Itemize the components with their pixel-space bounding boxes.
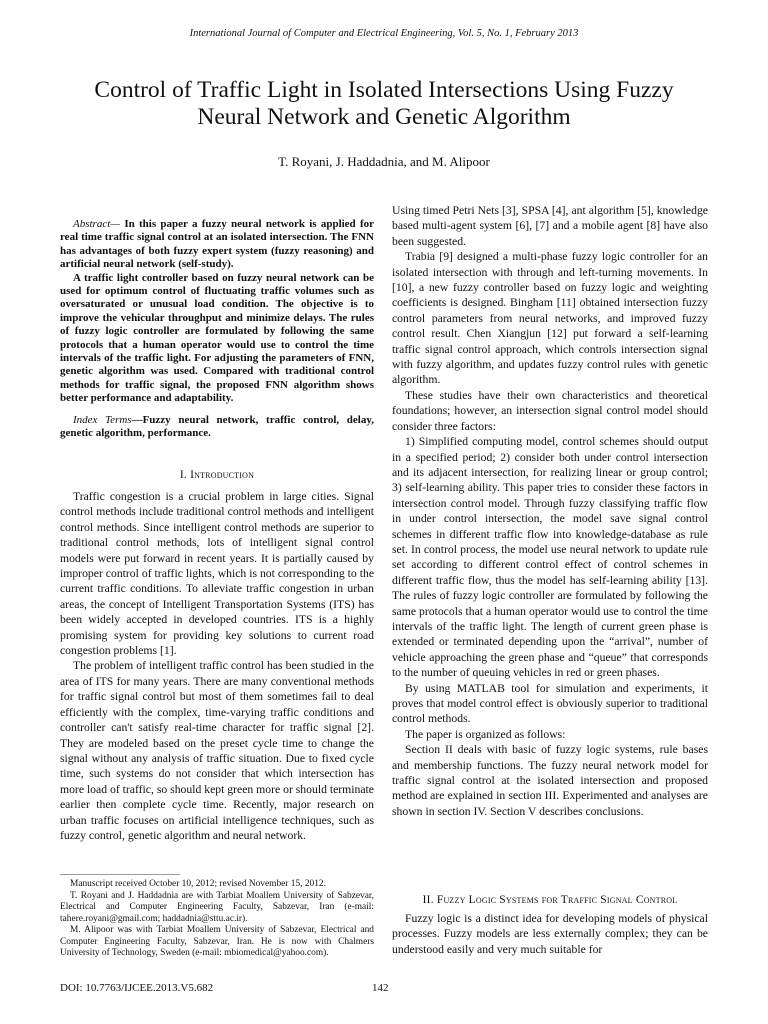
section-heading-fuzzy-logic: II. Fuzzy Logic Systems for Traffic Signal Control xyxy=(422,894,678,906)
body-paragraph: These studies have their own characteristics and theoretical foundations; however, an intersection signal control model should consider three factors: xyxy=(392,388,708,433)
introduction-body xyxy=(60,489,374,843)
body-paragraph: The paper is organized as follows: xyxy=(405,727,566,741)
footnote: Manuscript received October 10, 2012; revised November 15, 2012. xyxy=(70,879,326,889)
page-number: 142 xyxy=(372,982,389,994)
index-terms-lead: Index Terms xyxy=(73,414,132,426)
body-paragraph: By using MATLAB tool for simulation and experiments, it proves that model control effect is obviously superior to traditional control methods. xyxy=(392,681,708,726)
index-terms-text: —Fuzzy neural network, traffic control, delay, genetic algorithm, performance. xyxy=(60,414,374,440)
body-paragraph: The problem of intelligent traffic control has been studied in the area of ITS for many years. There are many conventional methods for traffic signal control but most of them sometimes fail to deal efficiently with the complex, time-varying traffic conditions and controller can't satisfy real-time character for traffic signal [2]. They are modeled based on the preset cycle time to change the signal without any analysis of traffic situation. Due to fixed cycle time, such systems do not consider that which intersection has more load of traffic, so should kept green more or should terminate earlier then complete cycle time. Recently, major research on urban traffic focuses on artificial intelligence techniques, such as fuzzy control, genetic algorithm and neural network. xyxy=(60,659,374,842)
section2-body xyxy=(392,911,708,957)
footnote-divider xyxy=(60,874,180,875)
running-head: International Journal of Computer and Electrical Engineering, Vol. 5, No. 1, February 2013 xyxy=(189,28,579,39)
abstract-paragraph xyxy=(60,218,374,272)
section-heading-introduction: I. Introduction xyxy=(179,469,255,481)
index-terms-paragraph xyxy=(60,414,374,441)
footnote: T. Royani and J. Haddadnia are with Tarbiat Moallem University of Sabzevar, Electrical and Computer Engineering Faculty, Sabzevar, Iran (e-mail: tahere.royani@gmail.com; haddadnia@sttu.ac.ir). xyxy=(60,890,374,924)
abstract-paragraph: A traffic light controller based on fuzzy neural network can be used for optimum control of fluctuating traffic volumes such as oversaturated or unusual load condition. The objective is to improve the vehicular throughput and minimize delays. The rules of fuzzy logic controller are formulated by following the same protocols that a human operator would use to control the time intervals of the traffic light. For adjusting the parameters of FNN, genetic algorithm was used. Compared with traditional control methods for traffic signal, the proposed FNN algorithm shows better performance and adaptability. xyxy=(60,271,374,405)
body-paragraph: Fuzzy logic is a distinct idea for developing models of physical processes. Fuzzy models are less externally complex; they can be understood easily and very much suitable for xyxy=(392,912,708,956)
body-paragraph: 1) Simplified computing model, control schemes should output in a specified period; 2) consider both under control intersection and its adjacent intersection, for realizing linear or group control; 3) self-learning ability. This paper tries to consider these factors in intersection control model. Through fuzzy classifying traffic flow in under control intersection, the model save signal control schemes in different traffic flow into knowledge-database as rule set. In control process, the model use neural network to update rule set according to different control effect of control schemes in different traffic flow, thus the model has self-learning ability [13]. The rules of fuzzy logic controller are formulated by following the same protocols that a human operator would use to control the time intervals of the traffic light. The length of current green phase is extended or terminated depending upon the “arrival”, number of vehicle approaching the green phase and “queue” that corresponds to the number of queuing vehicles in red or green phases. xyxy=(392,435,708,680)
doi-footer: DOI: 10.7763/IJCEE.2013.V5.682 xyxy=(60,982,214,994)
abstract xyxy=(60,218,374,406)
footnote: M. Alipoor was with Tarbiat Moallem University of Sabzevar, Electrical and Computer Engineering Faculty, Sabzevar, Iran. He is now with Chalmers University of Technology, Sweden (e-mail: mbiomedical@yahoo.com). xyxy=(60,925,374,958)
body-paragraph: Section II deals with basic of fuzzy logic systems, rule bases and membership functions. The fuzzy neural network model for traffic signal control at the isolated intersection and proposed method are explained in section III. Experimented and analyses are shown in section IV. Section V describes conclusions. xyxy=(392,743,708,818)
abstract-text: In this paper a fuzzy neural network is applied for real time traffic signal control at an isolated intersection. The FNN has advantages of both fuzzy expert system (fuzzy reasoning) and artificial neural network (self-study). xyxy=(60,218,374,271)
body-paragraph: Trabia [9] designed a multi-phase fuzzy logic controller for an isolated intersection with through and left-turning movements. In [10], a new fuzzy controller based on fuzzy logic and weighting coefficients is designed. Bingham [11] obtained intersection fuzzy control parameters from neural networks, and improved fuzzy control result. Chen Xiangjun [12] put forward a self-learning traffic signal control approach, which controls intersection signal with fuzzy algorithm, and updates fuzzy control rules with genetic algorithm. xyxy=(392,250,708,387)
body-paragraph: Using timed Petri Nets [3], SPSA [4], ant algorithm [5], knowledge based multi-agent system [6], [7] and a mobile agent [8] have also been suggested. xyxy=(392,204,708,248)
right-column-body xyxy=(392,203,708,819)
abstract-lead: Abstract— xyxy=(73,218,121,230)
index-terms xyxy=(60,414,374,441)
paper-title: Control of Traffic Light in Isolated Intersections Using Fuzzy Neural Network and Genetic Algorithm xyxy=(94,77,674,130)
footnotes xyxy=(60,879,374,960)
author-list: T. Royani, J. Haddadnia, and M. Alipoor xyxy=(278,154,490,169)
body-paragraph: Traffic congestion is a crucial problem in large cities. Signal control methods include traditional control methods and intelligent control methods. Since intelligent control methods are superior to traditional control methods, lots of intelligent signal control models were put forward in recent years. It is partially caused by improper control of traffic lights, which is not corresponding to the current traffic conditions. To alleviate traffic congestion in urban areas, the concept of Intelligent Transportation Systems (ITS) has been widely accepted in developed countries. ITS is a highly promising system for providing key solutions to current road congestion problems [1]. xyxy=(60,490,374,658)
